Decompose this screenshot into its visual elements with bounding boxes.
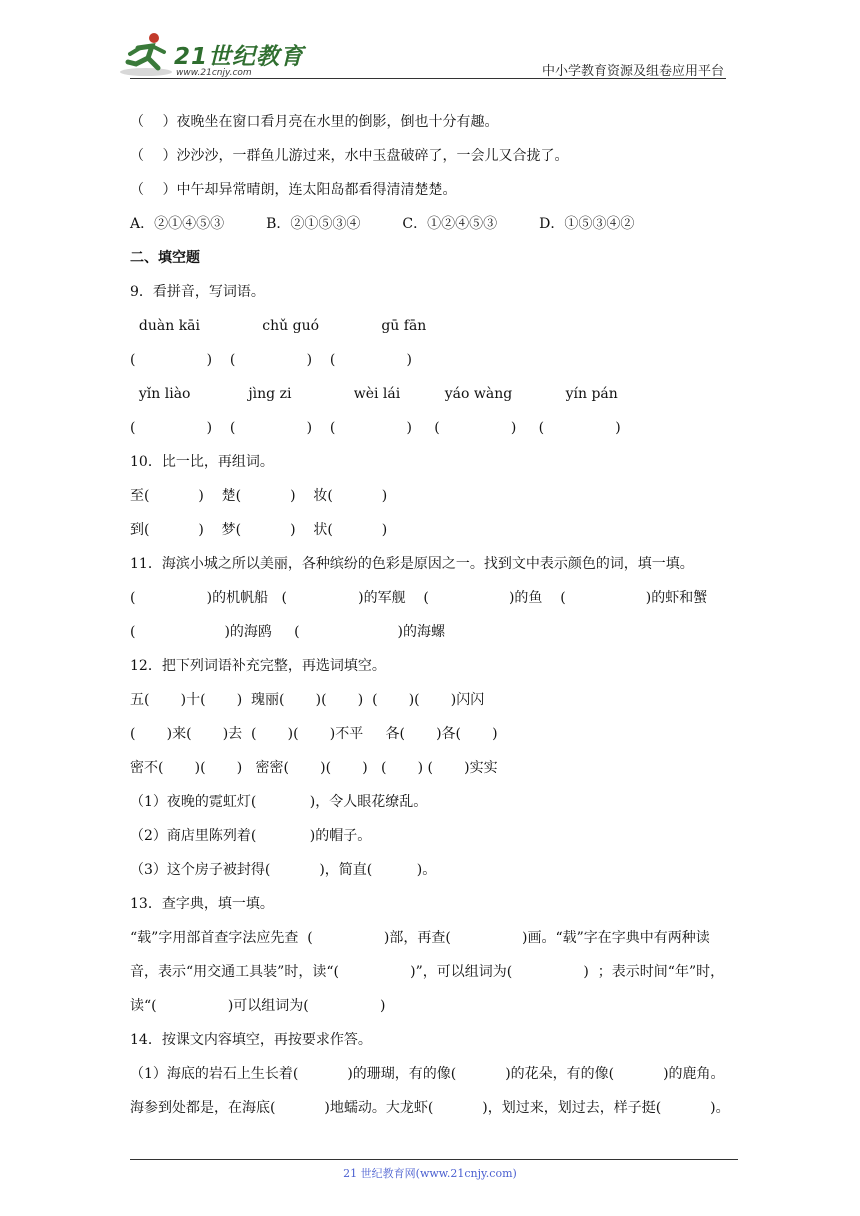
runner-logo-icon <box>118 30 174 78</box>
idiom-row-2: ( )来( )去 ( )( )不平 各( )各( ) <box>130 726 498 742</box>
dictionary-line-2: 音，表示“用交通工具装”时，读“( )”，可以组词为( ) ；表示时间“年”时， <box>130 964 725 980</box>
color-row-1: ( )的机帆船 ( )的军舰 ( )的鱼 ( )的虾和蟹 <box>130 590 708 606</box>
header-divider <box>130 78 726 79</box>
dictionary-line-1: “载”字用部首查字法应先查 ( )部，再查( )画。“载”字在字典中有两种读 <box>130 930 710 946</box>
footer-divider <box>130 1159 738 1160</box>
pinyin-row-2: yǐn liào jìng zi wèi lái yáo wàng yín pán <box>130 386 618 402</box>
question-13-prompt: 13．查字典，填一填。 <box>130 896 274 912</box>
footer-text[interactable]: 21 世纪教育网(www.21cnjy.com) <box>343 1167 517 1180</box>
question-10-prompt: 10．比一比，再组词。 <box>130 454 274 470</box>
idiom-row-1: 五( )十( ) 瑰丽( )( ) ( )( )闪闪 <box>130 692 485 708</box>
compare-row-1: 至( ) 楚( ) 妆( ) <box>130 488 388 504</box>
sentence-1: （1）夜晚的霓虹灯( )，令人眼花缭乱。 <box>130 794 428 810</box>
logo-url: www.21cnjy.com <box>176 68 252 78</box>
idiom-row-3: 密不( )( ) 密密( )( ) ( ) ( )实实 <box>130 760 498 776</box>
section-title: 二、填空题 <box>130 250 200 266</box>
color-row-2: ( )的海鸥 ( )的海螺 <box>130 624 446 640</box>
dictionary-line-3: 读“( )可以组词为( ) <box>130 998 386 1014</box>
passage-line-1: （1）海底的岩石上生长着( )的珊瑚，有的像( )的花朵，有的像( )的鹿角。 <box>130 1066 725 1082</box>
header-platform-text: 中小学教育资源及组卷应用平台 <box>541 64 724 79</box>
page-header <box>0 0 860 86</box>
answer-choices: A．②①④⑤③ B．②①⑤③④ C．①②④⑤③ D．①⑤③④② <box>130 216 635 232</box>
sentence-2: （2）商店里陈列着( )的帽子。 <box>130 828 372 844</box>
sentence-3: （3）这个房子被封得( )，简直( )。 <box>130 862 437 878</box>
option-line-3: （ ）中午却异常晴朗，连太阳岛都看得清清楚楚。 <box>130 182 457 198</box>
question-11-prompt: 11．海滨小城之所以美丽，各种缤纷的色彩是原因之一。找到文中表示颜色的词，填一填。 <box>130 556 694 572</box>
logo <box>118 30 305 82</box>
pinyin-row-1: duàn kāi chǔ guó gū fān <box>130 318 427 334</box>
question-14-prompt: 14．按课文内容填空，再按要求作答。 <box>130 1032 372 1048</box>
blank-row-2: ( ) ( ) ( ) ( ) ( ) <box>130 420 621 436</box>
option-line-2: （ ）沙沙沙，一群鱼儿游过来，水中玉盘破碎了，一会儿又合拢了。 <box>130 148 569 164</box>
question-12-prompt: 12．把下列词语补充完整，再选词填空。 <box>130 658 386 674</box>
option-line-1: （ ）夜晚坐在窗口看月亮在水里的倒影，倒也十分有趣。 <box>130 114 499 130</box>
question-9-prompt: 9．看拼音，写词语。 <box>130 284 265 300</box>
blank-row-1: ( ) ( ) ( ) <box>130 352 412 368</box>
passage-line-2: 海参到处都是，在海底( )地蠕动。大龙虾( )，划过来，划过去，样子挺( )。 <box>130 1100 730 1116</box>
compare-row-2: 到( ) 梦( ) 状( ) <box>130 522 388 538</box>
logo-text: 21世纪教育 <box>174 44 305 70</box>
